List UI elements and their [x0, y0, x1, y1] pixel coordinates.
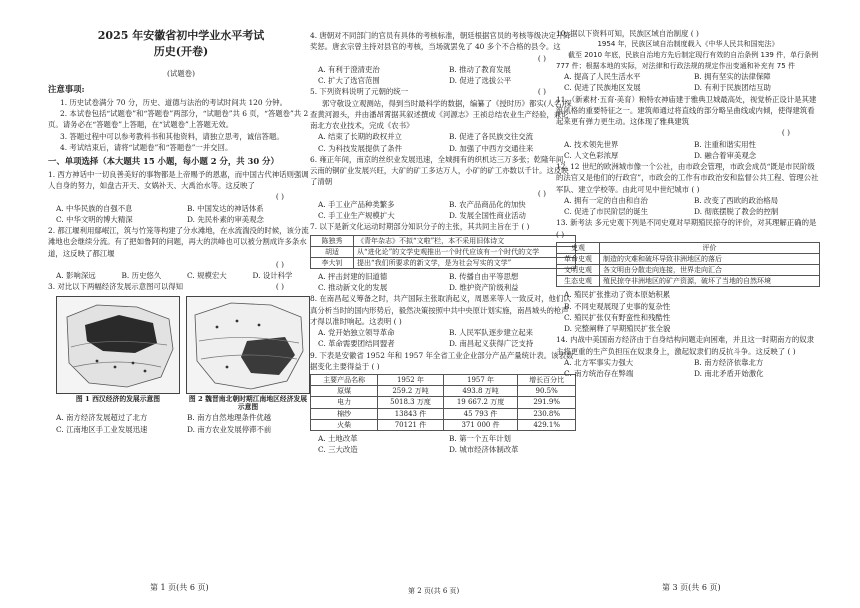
table-row	[557, 254, 820, 265]
option-a: A. 技术领先世界	[564, 139, 619, 149]
table-row	[557, 265, 820, 276]
option-a: A. 土地改革	[318, 433, 358, 443]
table-header: 史观	[557, 242, 600, 253]
option-b: B. 中国发达的神话体系	[187, 203, 264, 213]
option-a: A. 抨击封建的旧道德	[318, 271, 388, 281]
material-line-1: 1954 年，民族区域自治制度载入《中华人民共和国宪法》	[597, 40, 779, 49]
question-stem: 1. 西方神话中一切良善美好的事物都是上帝赐予的恩惠，而中国古代神话则强调人自身的努力，如盘古开天、女娲补天、大禹治水等。这反映了	[48, 169, 309, 191]
table-cell: 生态史观	[557, 276, 600, 287]
question-stem: 14. 内战中美国南方经济由于自身结构问题走向困难，并且这一时期南方的奴隶主将更重的生产负担压在奴隶身上，激起奴隶们的反抗斗争。这反映了	[556, 335, 814, 356]
option-b: B. 推动了教育发展	[449, 64, 511, 74]
table-cell: 《青年杂志》不拟“文啦”栏，本不采用旧体诗文	[354, 235, 576, 246]
answer-bracket: ( )	[537, 53, 546, 63]
question-3	[48, 281, 314, 434]
page-1-footer: 第 1 页(共 6 页)	[150, 583, 209, 592]
question-10	[556, 28, 820, 94]
option-d: D. 促进了选拔公平	[449, 76, 512, 85]
option-b: B. 传播自由平等思想	[449, 271, 519, 281]
option-b: B. 拥有坚实的法律保障	[694, 72, 771, 82]
answer-bracket: ( )	[537, 188, 546, 198]
option-c: C. 促进了市民阶层的诞生	[564, 207, 648, 217]
answer-bracket: ( )	[691, 184, 700, 194]
answer-bracket: ( )	[275, 192, 284, 202]
map-2-caption: 图 2 魏晋南北朝时期江南地区经济发展示意图	[188, 394, 308, 412]
option-c: C. 江南地区手工业发展迅速	[56, 424, 148, 434]
table-row	[311, 246, 576, 257]
notice-3: 3. 答题过程中可以参考教科书和其他资料，请独立思考，诚信答题。	[60, 131, 284, 141]
table-row	[311, 408, 576, 419]
page-1	[48, 28, 314, 435]
exam-subject: 历史(开卷)	[153, 44, 209, 58]
table-cell: 371 000 件	[443, 419, 518, 430]
table-cell: 电力	[311, 397, 378, 408]
option-a: A. 手工业产品种类繁多	[318, 199, 395, 209]
table-header-row	[311, 375, 576, 386]
answer-bracket: ( )	[521, 222, 530, 232]
option-d: D. 先民朴素的审美观念	[187, 214, 264, 224]
question-stem: 5. 下列资料说明了元朝的统一	[310, 87, 409, 97]
answer-bracket: ( )	[781, 128, 790, 138]
option-a: A. 中华民族的自强不息	[56, 203, 133, 213]
table-cell: 45 793 件	[443, 408, 518, 419]
option-d: D. 有利于民族团结互助	[694, 83, 771, 93]
option-a: A. 拥有一定的自由和自治	[564, 195, 648, 205]
option-c: C. 规模宏大	[187, 271, 227, 281]
option-c: C. 为科技发展提供了条件	[318, 143, 402, 153]
question-11	[556, 94, 820, 162]
option-a: A. 影响深远	[56, 271, 96, 281]
option-c: C. 中华文明的博大精深	[56, 214, 133, 224]
table-cell: 230.8%	[518, 408, 576, 419]
section-heading: 一、单项选择（本大题共 15 小题，每小题 2 分，共 30 分）	[48, 156, 279, 167]
option-c: C. 三大改造	[318, 445, 358, 455]
table-cell: 259.2 万吨	[378, 386, 443, 397]
option-b: B. 注重和谐实用性	[694, 139, 756, 149]
question-stem: 8. 在南昌起义筹备之时，共产国际主张取消起义，周恩来等人一致反对，他们认真分析当时的国内形势后，毅然决策按照中共中央原计划实施，南昌城头的枪声才得以准时响起。这表明	[310, 294, 571, 326]
notice-2: 2. 本试卷包括“试题卷”和“答题卷”两部分，“试题卷”共 6 页，“答题卷”共 2 页。请务必在“答题卷”上答题，在“试题卷”上答题无效。	[48, 109, 309, 130]
question-stem: 10. 据以下资料可知，民族区域自治制度	[556, 29, 689, 38]
option-d: D. 融合着审美观念	[694, 150, 757, 160]
option-a: A. 殖民扩张推动了资本原始积累	[564, 290, 671, 300]
map-western-han-economy	[56, 296, 180, 394]
question-stem: 7. 以下是新文化运动时期部分知识分子的主张，其共同主旨在于	[310, 222, 519, 232]
question-7	[310, 221, 576, 293]
new-culture-table	[310, 235, 576, 269]
option-c: C. 推动新文化的发展	[318, 283, 388, 293]
table-cell: 火柴	[311, 419, 378, 430]
table-row	[311, 419, 576, 430]
question-stem: 3. 对比以下两幅经济发展示意图可以得知	[48, 282, 184, 292]
table-cell: 制造的灾难和破坏导致非洲地区的落后	[600, 254, 820, 265]
option-b: B. 南方自然地理条件优越	[187, 413, 272, 423]
question-5	[310, 86, 576, 154]
page-3-footer: 第 3 页(共 6 页)	[662, 583, 721, 592]
map-southern-economy	[186, 296, 310, 394]
option-a: A. 南方经济发展超过了北方	[56, 413, 148, 423]
option-a: A. 北方军事实力强大	[564, 357, 634, 367]
option-c: C. 促进了民族地区发展	[564, 83, 641, 93]
page-2	[310, 30, 576, 455]
question-stem: 9. 下表是安徽省 1952 年和 1957 年全省工业企业部分产品产量统计表。该表数据变化主要得益于	[310, 350, 574, 371]
table-cell: 13843 件	[378, 408, 443, 419]
question-9	[310, 350, 576, 456]
table-cell: 291.9%	[518, 397, 576, 408]
page-2-footer: 第 2 页(共 6 页)	[408, 587, 460, 595]
question-14	[556, 334, 820, 379]
table-cell: 70121 件	[378, 419, 443, 430]
option-b: B. 不同史观展现了史事的复杂性	[564, 301, 671, 311]
option-c: C. 南方统治存在弊端	[564, 369, 634, 379]
option-b: B. 历史悠久	[121, 271, 162, 281]
answer-bracket: ( )	[275, 282, 284, 292]
table-cell: 493.8 万吨	[443, 386, 518, 397]
table-header: 评价	[600, 242, 820, 253]
option-a: A. 党开始独立领导革命	[318, 328, 395, 338]
option-b: B. 促进了各民族交往交流	[449, 132, 534, 142]
question-stem: 6. 雍正年间，南京的丝织业发展迅速，全城拥有的织机达三万多张；乾隆年间，云南的铜矿业发展兴旺，大矿的矿工多达万人，小矿的矿工亦数以千计。这反映了清朝	[310, 154, 571, 187]
option-b: B. 南方经济依靠北方	[694, 357, 764, 367]
table-row	[311, 235, 576, 246]
question-4	[310, 30, 576, 86]
option-d: D. 南方农业发展停滞不前	[187, 424, 272, 434]
question-12	[556, 161, 820, 217]
option-d: D. 南北矛盾开始激化	[694, 369, 764, 379]
table-cell: 李大钊	[311, 257, 354, 268]
answer-bracket: ( )	[690, 29, 699, 38]
option-b: B. 农产品商品化的加快	[449, 199, 526, 209]
question-stem: 2. 都江堰利用鄢岷江，筑与竹笼等构建了分水滩地，在水流湍没的时候，该分流滩地也会继续分流。有了把如鲁阿的问题，再大的洪峰也可以被分割成许多条水道，这反映了都江堰	[48, 226, 309, 258]
question-2	[48, 225, 314, 281]
table-cell: 殖民掠夺非洲地区的矿产资源，破坏了当地的自然环境	[600, 276, 820, 287]
option-d: D. 维护资产阶级利益	[449, 283, 519, 293]
table-cell: 提出“我们所要求的新文学，是为社会写实的文学”	[354, 257, 576, 268]
table-header-row	[557, 242, 820, 253]
notice-1: 1. 历史试卷满分 70 分，历史、道德与法治的考试时间共 120 分钟。	[60, 97, 288, 107]
option-d: D. 发展全国性商业活动	[449, 211, 526, 220]
option-a: A. 有利于澄清吏治	[318, 64, 380, 74]
material-line-2: 截至 2010 年底，民族自治地方先后制定现行有效的自治条例 139 件，单行条例 777 件；根据本地的实际，对法律和行政法规的规定作出变通和补充有 75 件	[556, 50, 819, 70]
question-stem: 13. 新考法 多元史观下列是不同史观对早期殖民掠夺的评价，对其理解正确的是	[556, 218, 817, 228]
question-stem: 11.（新素材·五育·美育）粮特农神庙建于雅典卫城最高处，视觉桥正设计是其建筑风格的重要特征之一。建筑师通过将直线的部分略呈曲线或内倾，使得建筑看起来更有弹力更生动。这体现了雅典建筑	[556, 94, 817, 127]
question-stem: 4. 唐朝对不同部门的官员有具体的考核标准，朝廷根据官员的考核等级决定升降奖惩。唐玄宗曾主持对县官的考核，当场就罢免了 40 多个不合格的县令。这	[310, 31, 571, 52]
option-c: C. 人文色彩浓厚	[564, 150, 619, 160]
table-header: 1957 年	[443, 375, 518, 386]
option-a: A. 提高了人民生活水平	[564, 72, 641, 82]
table-cell: 文明史观	[557, 265, 600, 276]
table-header: 主要产品名称	[311, 375, 378, 386]
question-stem: 12. 12 世纪的欧洲城市像一个公社，由市政会管理，市政会成员“既是市民阶级的法官又是他们的行政官”，市政会的工作有市政治安和监督公共工程、管理公社军队、建立学校等。由此可见中世纪城市	[556, 162, 819, 194]
table-cell: 90.5%	[518, 386, 576, 397]
option-d: D. 城市经济体制改革	[449, 445, 519, 455]
table-header: 1952 年	[378, 375, 443, 386]
option-d: D. 加强了中西方交通往来	[449, 143, 534, 153]
option-b: B. 改变了西欧的政治格局	[694, 195, 779, 205]
historiography-table	[556, 242, 820, 288]
option-b: B. 人民军队逐步建立起来	[449, 328, 534, 338]
option-a: A. 结束了长期的政权并立	[318, 132, 402, 142]
option-c: C. 革命需要团结同盟者	[318, 339, 395, 349]
answer-bracket: ( )	[371, 361, 380, 371]
question-6	[310, 154, 576, 222]
exam-title: 2025 年安徽省初中学业水平考试	[97, 29, 265, 42]
production-table	[310, 374, 576, 431]
option-d: D. 南昌起义获得广泛支持	[449, 339, 534, 349]
option-d: D. 完整阐释了早期殖民扩张全貌	[564, 324, 671, 334]
table-cell: 胡适	[311, 246, 354, 257]
table-cell: 19 667.2 万度	[443, 397, 518, 408]
page-3	[556, 28, 820, 379]
option-d: D. 设计科学	[252, 271, 293, 281]
answer-bracket: ( )	[787, 346, 796, 356]
table-cell: 陈独秀	[311, 235, 354, 246]
table-cell: 原煤	[311, 386, 378, 397]
table-cell: 429.1%	[518, 419, 576, 430]
question-1	[48, 169, 314, 225]
table-cell: 各文明由分散走向连接，世界走向汇合	[600, 265, 820, 276]
table-header: 增长百分比	[518, 375, 576, 386]
question-13	[556, 217, 820, 334]
notice-heading: 注意事项:	[48, 84, 85, 95]
question-8	[310, 293, 576, 349]
option-c: C. 殖民扩张仅有野蛮性和残酷性	[564, 312, 671, 322]
answer-bracket: ( )	[556, 229, 565, 239]
map-1-caption: 图 1 西汉经济的发展示意图	[75, 394, 161, 403]
option-c: C. 扩大了选官范围	[318, 76, 380, 85]
table-row	[557, 276, 820, 287]
table-row	[311, 386, 576, 397]
notice-4: 4. 考试结束后，请将“试题卷”和“答题卷”一并交回。	[60, 142, 233, 152]
option-b: B. 第一个五年计划	[449, 433, 511, 443]
answer-bracket: ( )	[275, 259, 284, 269]
answer-bracket: ( )	[393, 316, 402, 326]
table-cell: 从“进化论”的文学史观推出一个时代应该有一个时代的文学	[354, 246, 576, 257]
option-d: D. 彻底摆脱了教会的控制	[694, 207, 779, 217]
table-row	[311, 257, 576, 268]
option-c: C. 手工业生产规模扩大	[318, 211, 395, 220]
question-material: 郭守敬设立观测站，得到当时最科学的数据，编纂了《授时历》都实(人名)探查黄河源头，并由潘昂霄据其叙述撰成《河源志》王祯总结农业生产经验，兼论南北方农业技术，完成《农书》	[310, 98, 572, 130]
table-cell: 革命史观	[557, 254, 600, 265]
table-cell: 5018.3 万度	[378, 397, 443, 408]
answer-bracket: ( )	[537, 87, 546, 97]
table-row	[311, 397, 576, 408]
paper-type: (试题卷)	[167, 68, 195, 78]
table-cell: 棉纱	[311, 408, 378, 419]
